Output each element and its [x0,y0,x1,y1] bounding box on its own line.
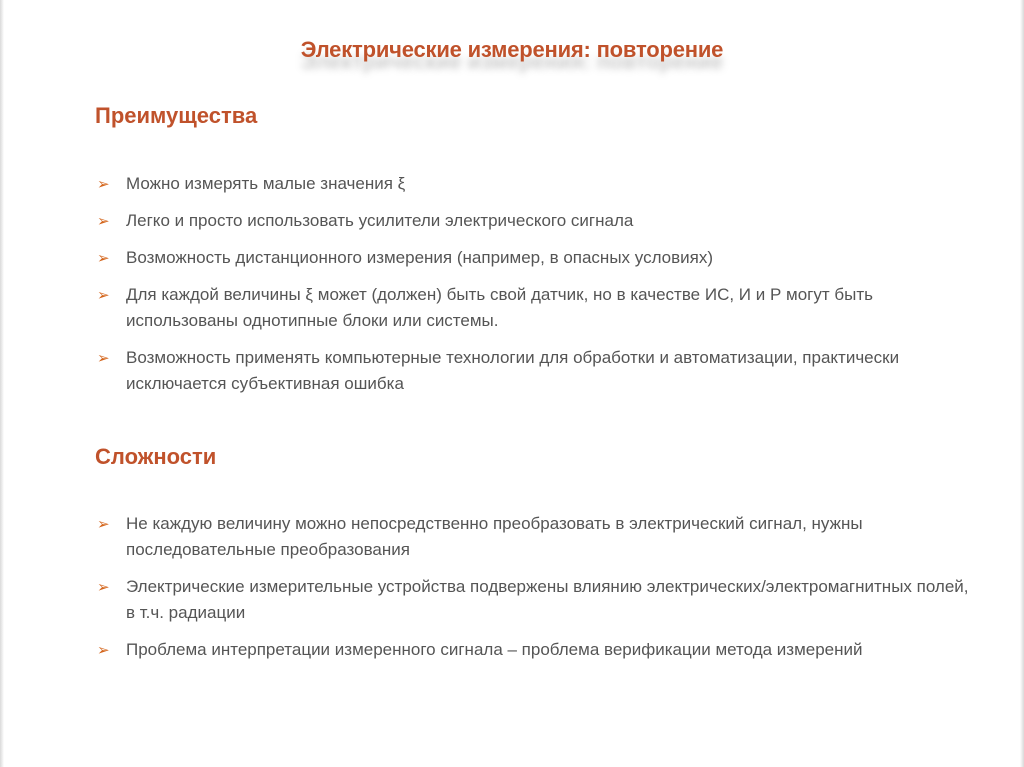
slide-right-edge [1020,0,1024,767]
list-item [95,637,975,663]
list-item-text: Легко и просто использовать усилители электрического сигнала [126,211,634,230]
chevron-right-icon: ➢ [97,175,110,193]
difficulties-list [95,511,975,674]
list-item [95,208,975,234]
list-item-text: Возможность применять компьютерные технологии для обработки и автоматизации, практически исключается субъективная ошибка [126,348,900,393]
list-item-text: Проблема интерпретации измеренного сигнала – проблема верификации метода измерений [126,640,863,659]
chevron-right-icon: ➢ [97,249,110,267]
section-heading-difficulties: Сложности [95,444,217,469]
list-item-text: Для каждой величины ξ может (должен) быть свой датчик, но в качестве ИС, И и Р могут быть использованы однотипные блоки или системы. [126,285,873,330]
list-item [95,171,975,197]
chevron-right-icon: ➢ [97,515,110,533]
advantages-list [95,171,975,408]
list-item-text: Не каждую величину можно непосредственно преобразовать в электрический сигнал, нужны последовательные преобразования [126,514,863,559]
list-item [95,245,975,271]
list-item [95,345,975,397]
slide-title: Электрические измерения: повторение [300,37,724,62]
list-item [95,282,975,334]
chevron-right-icon: ➢ [97,212,110,230]
section-heading-advantages: Преимущества [95,103,258,128]
list-item-text: Электрические измерительные устройства подвержены влиянию электрических/электромагнитных полей, в т.ч. радиации [126,577,969,622]
chevron-right-icon: ➢ [97,349,110,367]
list-item [95,511,975,563]
list-item [95,574,975,626]
slide-left-edge [0,0,4,767]
list-item-text: Можно измерять малые значения ξ [126,174,406,193]
chevron-right-icon: ➢ [97,641,110,659]
list-item-text: Возможность дистанционного измерения (например, в опасных условиях) [126,248,714,267]
chevron-right-icon: ➢ [97,578,110,596]
chevron-right-icon: ➢ [97,286,110,304]
